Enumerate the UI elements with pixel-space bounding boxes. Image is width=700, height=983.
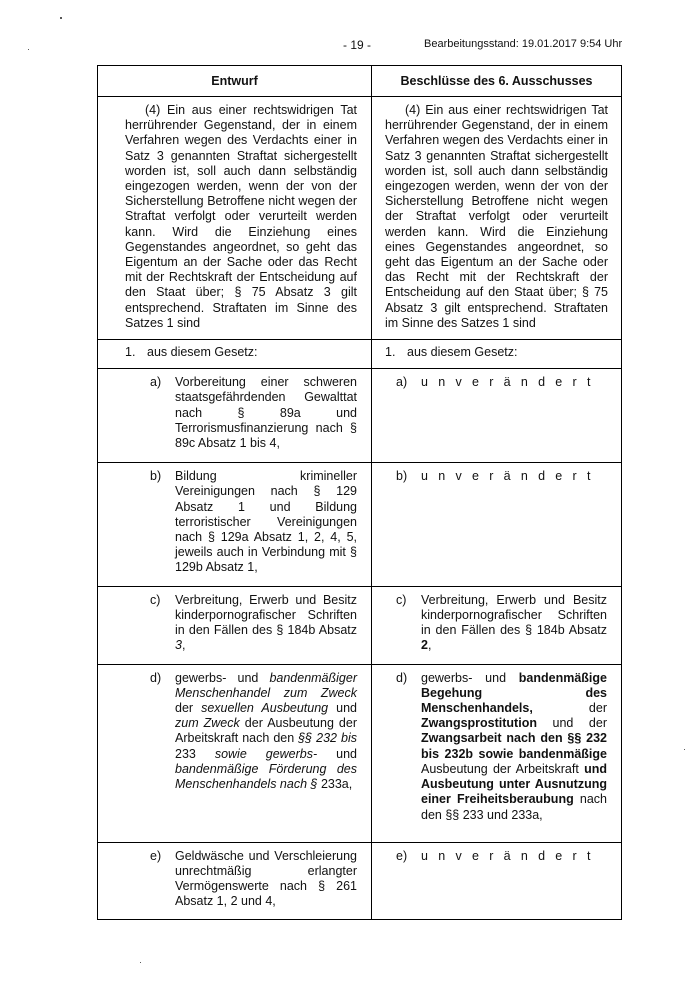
scan-speck (684, 749, 685, 750)
page-number: - 19 - (343, 38, 372, 52)
subitem-a-draft: Vorbereitung einer schweren staatsgefährdenden Gewalttat nach § 89a und Terrorismusfinanzierung nach § 89c Absatz 1 bis 4, (175, 375, 357, 451)
item-text: aus diesem Gesetz: (407, 345, 518, 360)
committee-cell (372, 842, 622, 920)
committee-cell (372, 463, 622, 586)
subitem-c-committee: Verbreitung, Erwerb und Besitz kinderpornografischer Schriften in den Fällen des § 184b Absatz 2, (421, 592, 607, 653)
committee-cell (372, 664, 622, 842)
draft-cell (98, 586, 372, 664)
subitem-marker: a) (396, 375, 408, 390)
scan-speck (140, 962, 141, 963)
table-row (98, 369, 622, 463)
subitem-marker: e) (150, 848, 162, 863)
column-header-committee: Beschlüsse des 6. Ausschusses (372, 66, 622, 97)
subitem-marker: a) (150, 375, 162, 390)
subitem-d-committee: gewerbs- und bandenmäßige Begehung des Menschenhandels, der Zwangsprostitution und der Zwangsarbeit nach den §§ 232 bis 232b sowie bandenmäßige Ausbeutung der Arbeitskraft und Ausbeutung unter Ausnutzung einer Freiheitsberaubung nach den §§ 233 und 233a, (421, 670, 607, 822)
draft-cell (98, 369, 372, 463)
paragraph-4-committee: (4) Ein aus einer rechtswidrigen Tat herrührender Gegenstand, der in einem Verfahren wegen des Verdachts einer in Satz 3 genannten Straftat sichergestellt worden ist, soll auch dann selbständig eingezogen werden, wenn der von der Sicherstellung Betroffene nicht wegen der Straftat verfolgt oder verurteilt werden kann. Wird die Einziehung eines Gegenstandes angeordnet, so geht das Eigentum an der Sache oder das Recht mit der Rechtskraft der Entscheidung auf den Staat über; § 75 Absatz 3 gilt entsprechend. Straftaten im Sinne des Satzes 1 sind (385, 103, 608, 330)
subitem-e-draft: Geldwäsche und Verschleierung unrechtmäßig erlangter Vermögenswerte nach § 261 Absatz 1, 2 und 4, (175, 848, 357, 909)
subitem-d-draft: gewerbs- und bandenmäßiger Menschenhandel zum Zweck der sexuellen Ausbeutung und zum Zweck der Ausbeutung der Arbeitskraft nach den §§ 232 bis 233 sowie gewerbs- und bandenmäßige Förderung des Menschenhandels nach § 233a, (175, 670, 358, 792)
table-row (98, 97, 622, 340)
subitem-b-draft: Bildung krimineller Vereinigungen nach § 129 Absatz 1 und Bildung terroristischer Vereinigungen nach § 129a Absatz 1, 2, 4, 5, jeweils auch in Verbindung mit § 129b Absatz 1, (175, 469, 357, 575)
committee-cell (372, 586, 622, 664)
subitem-marker: b) (396, 469, 408, 484)
draft-cell (98, 664, 372, 842)
table-row (98, 463, 622, 586)
subitem-e-committee: u n v e r ä n d e r t (421, 848, 594, 863)
draft-cell (98, 97, 372, 340)
subitem-a-committee: u n v e r ä n d e r t (421, 375, 594, 390)
subitem-marker: d) (396, 670, 408, 685)
table-row (98, 664, 622, 842)
column-header-draft: Entwurf (98, 66, 372, 97)
item-marker: 1. (385, 345, 396, 360)
table-row (98, 586, 622, 664)
committee-cell (372, 340, 622, 369)
table-row (98, 340, 622, 369)
edit-status: Bearbeitungsstand: 19.01.2017 9:54 Uhr (424, 38, 623, 50)
paragraph-4-draft: (4) Ein aus einer rechtswidrigen Tat herrührender Gegenstand, der in einem Verfahren wegen des Verdachts einer in Satz 3 genannten Straftat sichergestellt worden ist, soll auch dann selbständig eingezogen werden, wenn der von der Sicherstellung Betroffene nicht wegen der Straftat verfolgt oder verurteilt werden kann. Wird die Einziehung eines Gegenstandes angeordnet, so geht das Eigentum an der Sache oder das Recht mit der Rechtskraft der Entscheidung auf den Staat über; § 75 Absatz 3 gilt entsprechend. Straftaten im Sinne des Satzes 1 sind (125, 103, 357, 330)
item-marker: 1. (125, 345, 136, 360)
scan-speck (60, 17, 62, 19)
draft-cell (98, 842, 372, 920)
table-row (98, 842, 622, 920)
item-text: aus diesem Gesetz: (147, 345, 258, 360)
committee-cell (372, 97, 622, 340)
page-header (0, 38, 700, 54)
column-header-row (98, 66, 622, 97)
committee-cell (372, 369, 622, 463)
subitem-marker: e) (396, 848, 408, 863)
subitem-c-draft: Verbreitung, Erwerb und Besitz kinderpornografischer Schriften in den Fällen des § 184b Absatz 3, (175, 592, 357, 653)
subitem-marker: b) (150, 469, 162, 484)
subitem-marker: c) (150, 592, 161, 607)
synopsis-table (97, 65, 622, 920)
draft-cell (98, 340, 372, 369)
subitem-marker: d) (150, 670, 162, 685)
subitem-b-committee: u n v e r ä n d e r t (421, 469, 594, 484)
subitem-marker: c) (396, 592, 407, 607)
draft-cell (98, 463, 372, 586)
